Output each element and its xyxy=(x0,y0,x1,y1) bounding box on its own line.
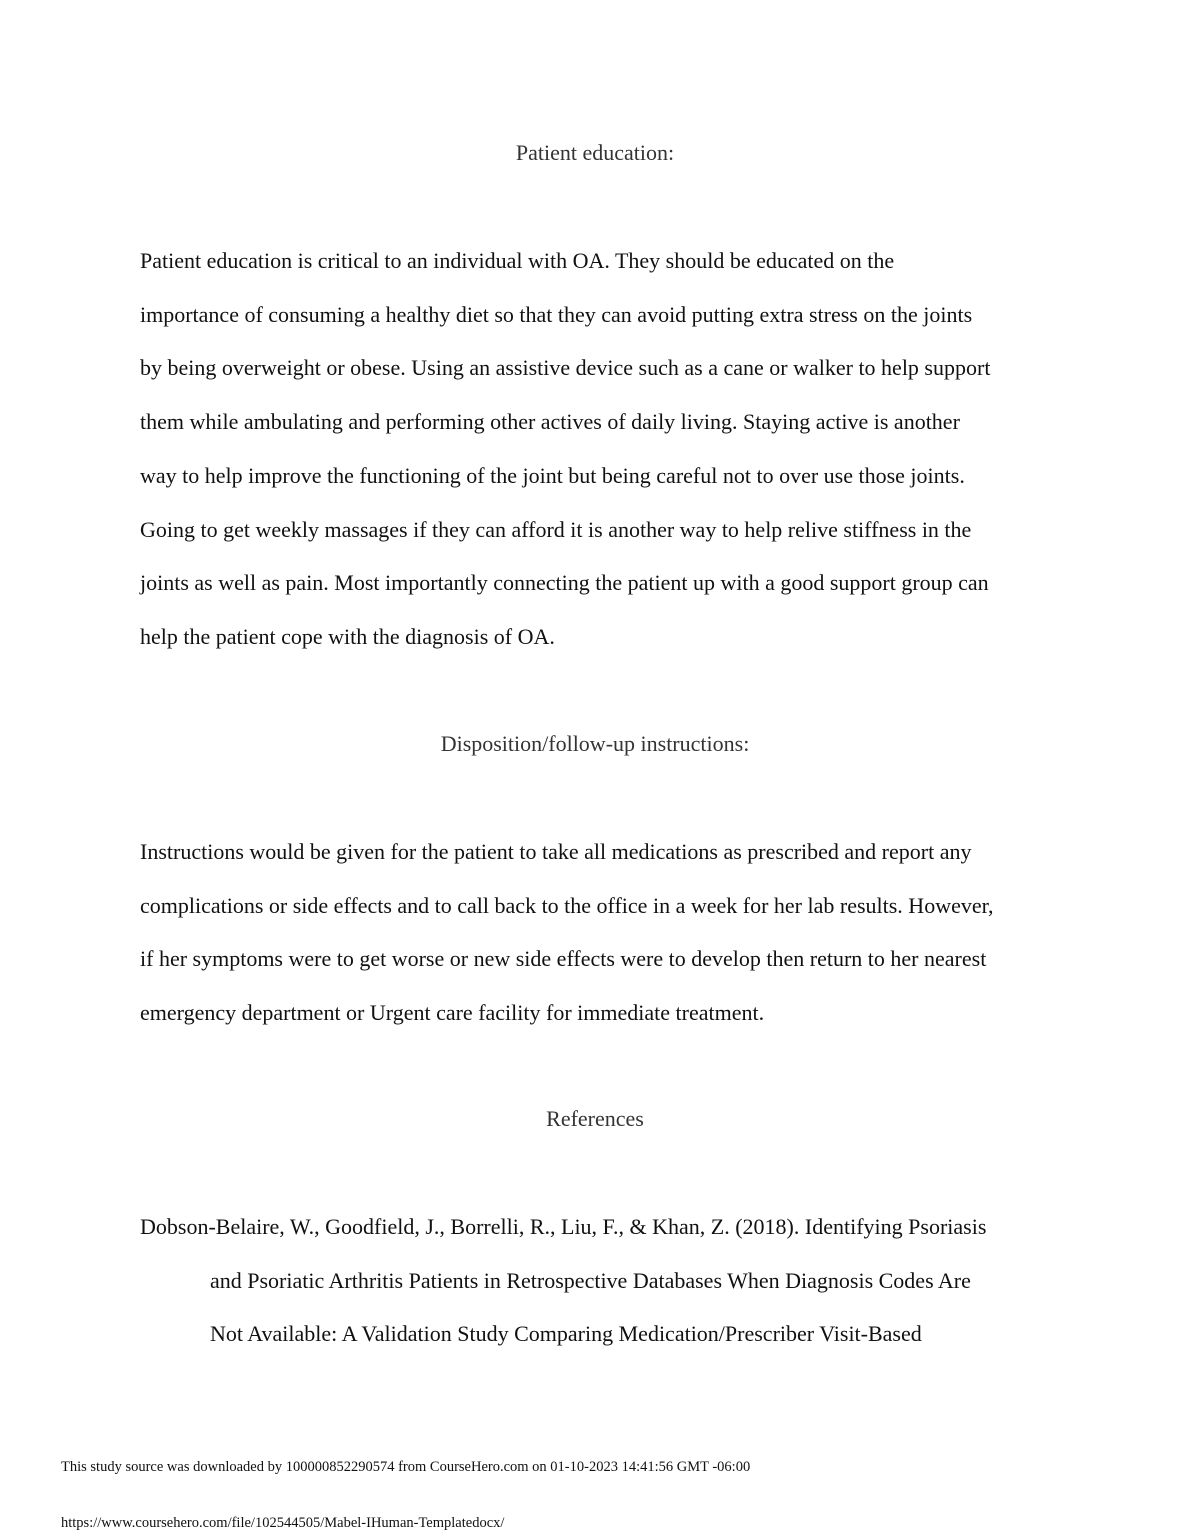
disposition-heading: Disposition/follow-up instructions: xyxy=(440,731,750,756)
patient-education-paragraph xyxy=(140,234,1070,664)
disposition-paragraph xyxy=(140,825,1070,1040)
paragraph-line: if her symptoms were to get worse or new side effects were to develop then return to her nearest xyxy=(140,946,987,972)
paragraph-line: joints as well as pain. Most importantly connecting the patient up with a good support group can xyxy=(140,570,989,596)
paragraph-line: Instructions would be given for the patient to take all medications as prescribed and report any xyxy=(140,839,972,864)
paragraph-line: complications or side effects and to call back to the office in a week for her lab results. However, xyxy=(140,892,994,918)
source-url[interactable]: https://www.coursehero.com/file/102544505/Mabel-IHuman-Templatedocx/ xyxy=(61,1515,505,1531)
reference-first-line: Dobson-Belaire, W., Goodfield, J., Borrelli, R., Liu, F., & Khan, Z. (2018). Identifying Psoriasis xyxy=(140,1214,987,1239)
paragraph-line: Patient education is critical to an individual with OA. They should be educated on the xyxy=(140,248,895,273)
patient-education-heading: Patient education: xyxy=(515,140,675,165)
reference-continuation-line: and Psoriatic Arthritis Patients in Retrospective Databases When Diagnosis Codes Are xyxy=(210,1267,971,1293)
references-heading: References xyxy=(546,1106,644,1131)
paragraph-line: by being overweight or obese. Using an assistive device such as a cane or walker to help support xyxy=(140,355,991,381)
paragraph-line: importance of consuming a healthy diet so that they can avoid putting extra stress on the joints xyxy=(140,301,973,327)
reference-entry xyxy=(140,1200,1070,1361)
paragraph-line: Going to get weekly massages if they can afford it is another way to help relive stiffness in the xyxy=(140,516,972,542)
paragraph-line: way to help improve the functioning of the joint but being careful not to over use those joints. xyxy=(140,462,965,488)
paragraph-line: emergency department or Urgent care facility for immediate treatment. xyxy=(140,1000,765,1026)
download-notice: This study source was downloaded by 100000852290574 from CourseHero.com on 01-10-2023 14:41:56 GMT -06:00 xyxy=(61,1459,751,1475)
reference-continuation-line: Not Available: A Validation Study Comparing Medication/Prescriber Visit-Based xyxy=(210,1321,922,1347)
paragraph-line: them while ambulating and performing other actives of daily living. Staying active is another xyxy=(140,409,960,435)
paragraph-line: help the patient cope with the diagnosis of OA. xyxy=(140,623,555,649)
